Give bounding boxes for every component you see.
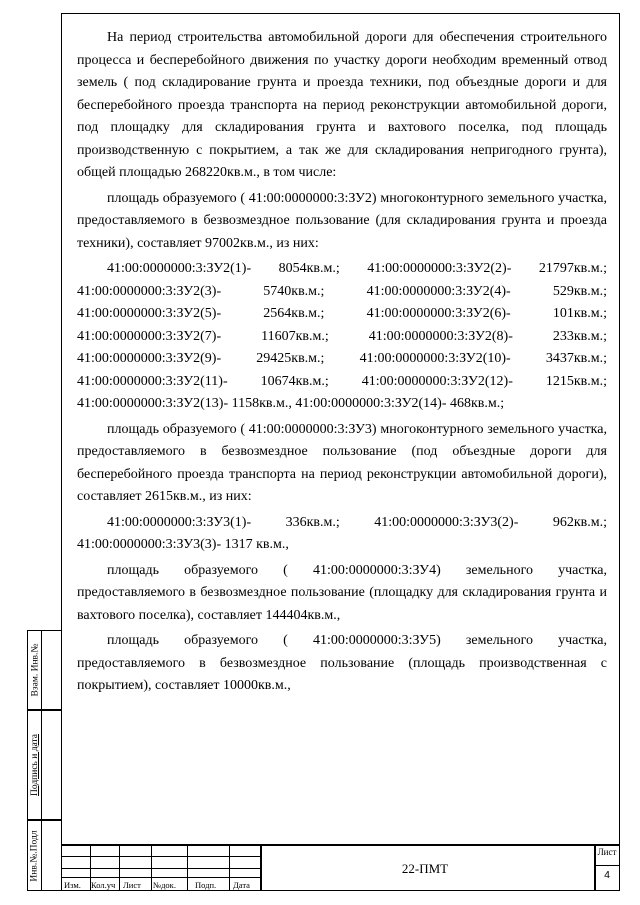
- paragraph-zu2-parts: [77, 258, 607, 416]
- stamp-signature-label: Подпись и дата: [30, 733, 41, 797]
- stamp-vzam-label: Взам. Инв.№: [30, 643, 40, 697]
- paragraph-zu4: площадь образуемого ( 41:00:0000000:3:ЗУ4) земельного участка, предоставляемого в безвозмездное пользование (площадку для складирования грунта и вахтового поселка), составляет 144404кв.м.,: [77, 562, 607, 623]
- sheet-number: 4: [604, 869, 610, 881]
- col-data: Дата: [233, 880, 250, 890]
- zu2-parts-row: 41:00:0000000:3:ЗУ2(9)- 29425кв.м.; 41:00:0000000:3:ЗУ2(10)- 3437кв.м.;: [77, 351, 607, 366]
- document-body: [77, 27, 607, 698]
- paragraph-zu5: площадь образуемого ( 41:00:0000000:3:ЗУ5) земельного участка, предоставляемого в безвозмездное пользование (площадь производственная с покрытием), составляет 10000кв.м.,: [77, 633, 607, 693]
- zu2-parts-row: 41:00:0000000:3:ЗУ2(1)- 8054кв.м.; 41:00:0000000:3:ЗУ2(2)- 21797кв.м.;: [107, 261, 607, 276]
- zu2-parts-row: 41:00:0000000:3:ЗУ2(5)- 2564кв.м.; 41:00:0000000:3:ЗУ2(6)- 101кв.м.;: [77, 306, 607, 321]
- zu2-parts-row: 41:00:0000000:3:ЗУ2(7)- 11607кв.м.; 41:00:0000000:3:ЗУ2(8)- 233кв.м.;: [77, 328, 607, 344]
- paragraph-zu3-parts: [77, 512, 607, 557]
- document-code: 22-ПМТ: [401, 861, 449, 876]
- stamp-signature-cell: [27, 710, 61, 820]
- col-izm: Изм.: [64, 880, 81, 890]
- zu2-parts-row: 41:00:0000000:3:ЗУ2(11)- 10674кв.м.; 41:00:0000000:3:ЗУ2(12)- 1215кв.м.;: [77, 373, 607, 389]
- stamp-inventory-cell: [27, 820, 61, 891]
- title-block: [61, 844, 620, 891]
- col-ndok: №док.: [153, 880, 176, 890]
- zu2-parts-row: 41:00:0000000:3:ЗУ2(13)- 1158кв.м., 41:00:0000000:3:ЗУ2(14)- 468кв.м.;: [77, 396, 505, 411]
- col-kol-uch: Кол.уч: [91, 880, 116, 890]
- paragraph-intro: На период строительства автомобильной дороги для обеспечения строительного процесса и бесперебойного движения по участку дороги необходим временный отвод земель ( под складирование грунта и проезда техники, под объездные дороги и для бесперебойного проезда транспорта на период реконструкции автомобильной дороги, под площадку для складирования грунта и вахтового поселка, под площадь производственную с покрытием, а так же для складирования непригодного грунта), общей площадью 268220кв.м., в том числе:: [77, 30, 607, 180]
- zu3-parts-row: 41:00:0000000:3:ЗУ3(3)- 1317 кв.м.,: [77, 537, 289, 552]
- stamp-vzam-cell: [27, 630, 61, 710]
- zu3-parts-row: 41:00:0000000:3:ЗУ3(1)- 336кв.м.; 41:00:0000000:3:ЗУ3(2)- 962кв.м.;: [107, 514, 607, 530]
- zu2-parts-row: 41:00:0000000:3:ЗУ2(3)- 5740кв.м.; 41:00:0000000:3:ЗУ2(4)- 529кв.м.;: [77, 283, 607, 299]
- paragraph-zu3: площадь образуемого ( 41:00:0000000:3:ЗУ3) многоконтурного земельного участка, предоставляемого в безвозмездное пользование (под объездные дороги для бесперебойного проезда транспорта на период реконструкции автомобильной дороги), составляет 2615кв.м., из них:: [77, 421, 607, 504]
- paragraph-zu2: площадь образуемого ( 41:00:0000000:3:ЗУ2) многоконтурного земельного участка, предоставляемого в безвозмездное пользование (для складирования грунта и проезда техники), составляет 97002кв.м., из них:: [77, 190, 607, 251]
- sheet-label: Лист: [597, 847, 617, 857]
- col-list: Лист: [123, 880, 141, 890]
- stamp-inventory-label: Инв.№.Подл: [30, 829, 40, 882]
- col-podp: Подп.: [195, 880, 217, 890]
